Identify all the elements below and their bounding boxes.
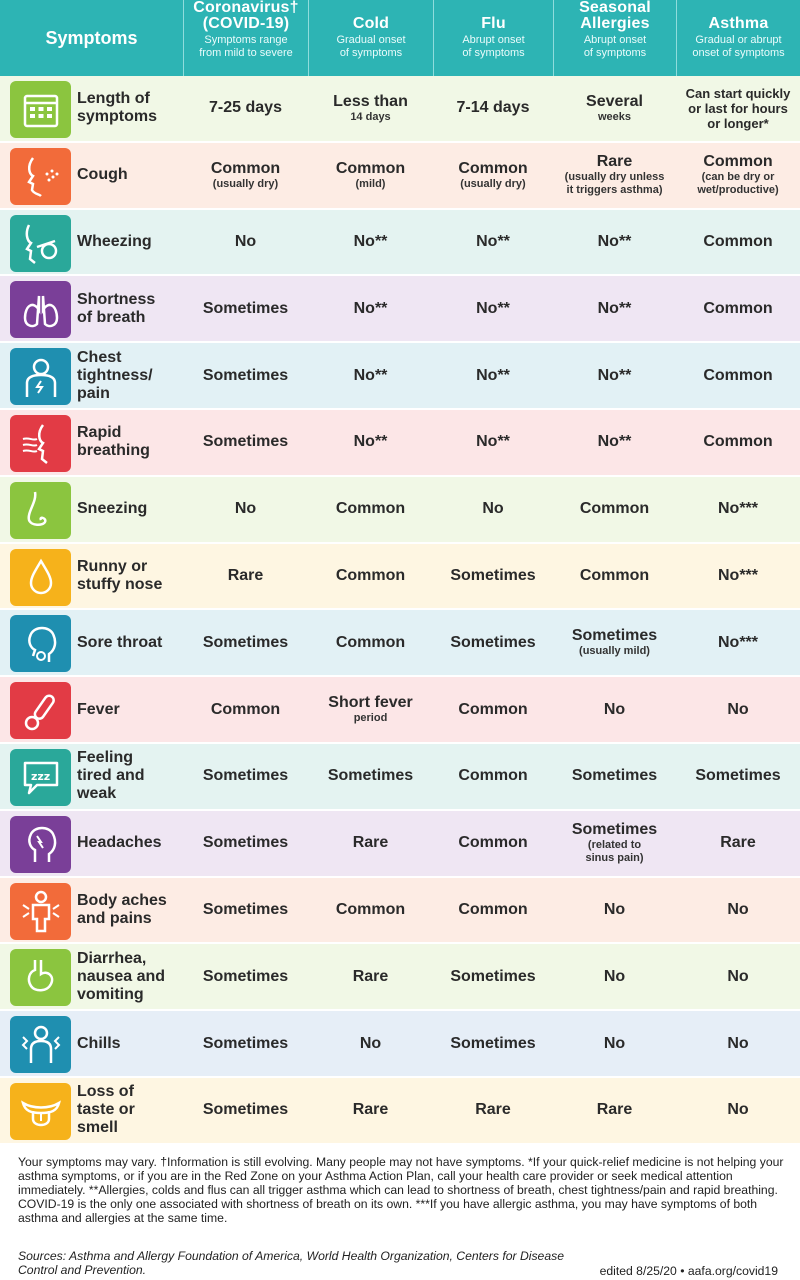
table-cell <box>433 276 553 341</box>
table-row <box>0 1078 800 1145</box>
table-cell <box>676 677 800 742</box>
table-cell-line: Sometimes <box>571 627 658 645</box>
table-cell-line: Rare <box>352 1101 389 1119</box>
table-row <box>0 143 800 210</box>
symptom-label-line: Diarrhea, <box>77 949 147 967</box>
header-allergies-sub2: of symptoms <box>583 47 647 59</box>
symptom-label-line: and pains <box>77 909 152 927</box>
table-cell-line: Common <box>335 566 406 584</box>
symptom-label-line: Fever <box>77 700 120 718</box>
table-cell <box>433 477 553 542</box>
symptom-label-line: vomiting <box>77 985 144 1003</box>
symptom-label <box>77 410 183 475</box>
symptom-label <box>77 811 183 876</box>
table-cell <box>183 944 308 1009</box>
table-row <box>0 410 800 477</box>
table-row <box>0 276 800 343</box>
symptom-label-line: weak <box>77 785 117 803</box>
table-cell-line: Common <box>703 366 773 384</box>
symptom-label-line: Wheezing <box>77 232 152 250</box>
table-cell-line: (usually mild) <box>579 645 650 658</box>
lungs-icon <box>10 281 71 338</box>
droplet-icon <box>10 549 71 606</box>
symptom-label-line: Sneezing <box>77 500 148 518</box>
symptom-label <box>77 677 183 742</box>
symptom-label-line: Rapid <box>77 424 122 442</box>
table-cell <box>308 410 433 475</box>
table-row <box>0 76 800 143</box>
symptom-label-line: stuffy nose <box>77 575 163 593</box>
table-cell-line: Can start quickly <box>685 85 791 101</box>
table-cell-line: Sometimes <box>202 299 289 317</box>
table-cell-line: Common <box>335 900 406 918</box>
table-cell <box>183 610 308 675</box>
symptom-label-line: tightness/ <box>77 366 153 384</box>
header-symptoms-label: Symptoms <box>45 27 138 48</box>
table-cell-line: or longer* <box>707 115 769 131</box>
symptom-label-line: Sore throat <box>77 633 163 651</box>
header-asthma-sub1: Gradual or abrupt <box>695 34 782 46</box>
table-cell <box>676 143 800 208</box>
table-cell <box>676 1078 800 1143</box>
table-cell <box>553 677 676 742</box>
table-cell <box>183 477 308 542</box>
table-cell-line: No <box>727 1034 749 1052</box>
table-cell <box>553 343 676 408</box>
symptom-label <box>77 744 183 809</box>
chills-icon <box>10 1016 71 1073</box>
table-cell <box>433 343 553 408</box>
header-cold-title: Cold <box>352 15 390 32</box>
symptom-label <box>77 610 183 675</box>
table-cell <box>676 276 800 341</box>
rapid-breathing-icon <box>10 415 71 472</box>
table-cell <box>433 811 553 876</box>
table-cell <box>676 610 800 675</box>
header-allergies-title2: Allergies <box>580 15 650 32</box>
table-cell <box>676 544 800 609</box>
table-cell <box>308 343 433 408</box>
table-cell <box>676 410 800 475</box>
table-row <box>0 677 800 744</box>
symptom-label-line: of breath <box>77 308 146 326</box>
table-cell-line: No <box>603 900 626 918</box>
symptom-label <box>77 76 183 141</box>
table-cell-line: No** <box>476 433 510 451</box>
table-cell-line: Common <box>335 500 406 518</box>
table-row <box>0 878 800 945</box>
table-cell <box>553 1078 676 1143</box>
table-cell-line: Sometimes <box>202 1034 289 1052</box>
table-cell <box>183 744 308 809</box>
table-cell-line: Rare <box>475 1101 511 1119</box>
table-cell-line: No <box>727 900 749 918</box>
table-cell-line: (can be dry or <box>701 171 775 184</box>
table-cell <box>676 210 800 275</box>
table-cell <box>433 410 553 475</box>
table-cell-line: Sometimes <box>202 767 289 785</box>
table-cell-line: No <box>603 967 626 985</box>
chest-pain-icon <box>10 348 71 405</box>
table-cell <box>183 276 308 341</box>
table-row <box>0 477 800 544</box>
header-covid-sub2: from mild to severe <box>199 47 293 59</box>
tongue-icon <box>10 1083 71 1140</box>
table-cell-line: Sometimes <box>202 366 289 384</box>
table-cell-line: Common <box>579 566 650 584</box>
table-cell-line: Sometimes <box>202 633 289 651</box>
table-cell-line: No** <box>476 232 510 250</box>
table-row <box>0 811 800 878</box>
table-cell-line: Sometimes <box>202 433 289 451</box>
symptom-label <box>77 944 183 1009</box>
footnote: Your symptoms may vary. †Information is still evolving. Many people may not have symptoms. *If your quick-relief medicine is not helping your asthma symptoms, or if you are in the Red Zone on your Asthma Action Plan, call your health care provider or seek medical attention immediately. **Allergies, colds and flus can all trigger asthma which can lead to shortness of breath, chest tightness/pain and rapid breathing. COVID-19 is the only one associated with shortness of breath on its own. ***If you have allergic asthma, you may have symptoms of both asthma and allergies at the same time. <box>18 1155 784 1225</box>
table-cell-line: No <box>727 1101 749 1119</box>
table-cell <box>553 744 676 809</box>
table-cell-line: No** <box>476 366 510 384</box>
table-cell-line: No <box>234 500 257 518</box>
symptom-label-line: smell <box>77 1119 118 1137</box>
table-cell-line: Common <box>210 159 281 177</box>
header-cold-sub2: of symptoms <box>339 47 403 59</box>
table-cell-line: No <box>482 500 504 518</box>
table-cell-line: Short fever <box>328 694 413 712</box>
table-cell <box>183 410 308 475</box>
table-cell-line: No** <box>597 366 632 384</box>
symptom-label-line: Chills <box>77 1034 121 1052</box>
table-cell-line: 7-25 days <box>209 99 282 117</box>
table-cell-line: Rare <box>352 967 389 985</box>
header-covid <box>183 0 308 76</box>
table-cell-line: Less than <box>333 92 408 110</box>
table-cell-line: it triggers asthma) <box>566 184 663 197</box>
table-cell-line: Sometimes <box>450 566 536 584</box>
table-cell-line: Common <box>458 159 528 177</box>
table-cell-line: period <box>353 712 388 725</box>
table-cell-line: Common <box>335 633 406 651</box>
edited-note: edited 8/25/20 • aafa.org/covid19 <box>599 1264 778 1278</box>
body-aches-icon <box>10 883 71 940</box>
table-cell-line: Several <box>586 92 643 110</box>
table-cell <box>433 744 553 809</box>
table-cell-line: Common <box>458 767 528 785</box>
symptom-label <box>77 1078 183 1143</box>
table-cell <box>308 1011 433 1076</box>
header-asthma-title: Asthma <box>708 15 769 32</box>
table-cell <box>308 944 433 1009</box>
table-cell <box>553 610 676 675</box>
symptom-label <box>77 210 183 275</box>
table-cell <box>433 878 553 943</box>
table-cell <box>183 1011 308 1076</box>
symptom-table <box>0 76 800 1145</box>
symptom-label-line: Loss of <box>77 1083 134 1101</box>
table-cell-line: 14 days <box>350 110 391 123</box>
table-cell <box>183 544 308 609</box>
table-cell <box>676 1011 800 1076</box>
table-cell <box>433 1011 553 1076</box>
calendar-icon <box>10 81 71 138</box>
symptom-label-line: pain <box>77 384 110 402</box>
header-cold <box>308 0 433 76</box>
table-cell <box>676 944 800 1009</box>
table-cell <box>433 1078 553 1143</box>
symptom-label-line: Headaches <box>77 834 162 852</box>
table-cell-line: (usually dry) <box>212 177 279 190</box>
table-cell-line: Common <box>335 159 406 177</box>
table-cell-line: or last for hours <box>688 100 788 116</box>
table-cell-line: Sometimes <box>327 767 414 785</box>
table-cell-line: No*** <box>717 633 758 651</box>
table-cell-line: No** <box>353 299 388 317</box>
table-row <box>0 1011 800 1078</box>
table-cell <box>553 276 676 341</box>
table-cell <box>553 143 676 208</box>
wheezing-icon <box>10 215 71 272</box>
table-header <box>0 0 800 76</box>
header-allergies-sub1: Abrupt onset <box>583 34 647 46</box>
table-cell <box>676 744 800 809</box>
table-cell <box>433 544 553 609</box>
table-cell-line: Sometimes <box>202 967 289 985</box>
table-cell-line: No <box>234 232 257 250</box>
table-cell <box>308 544 433 609</box>
table-row <box>0 343 800 410</box>
table-cell-line: Common <box>579 500 650 518</box>
symptom-label <box>77 143 183 208</box>
table-cell-line: Common <box>458 834 528 852</box>
header-asthma <box>676 0 800 76</box>
table-cell <box>553 811 676 876</box>
table-cell <box>676 343 800 408</box>
symptom-label-line: taste or <box>77 1101 135 1119</box>
table-cell <box>308 477 433 542</box>
table-cell-line: Sometimes <box>202 900 289 918</box>
table-cell <box>308 677 433 742</box>
stomach-icon <box>10 949 71 1006</box>
table-cell <box>433 944 553 1009</box>
table-cell-line: Common <box>458 700 528 718</box>
table-cell <box>308 1078 433 1143</box>
table-row <box>0 944 800 1011</box>
table-cell <box>183 878 308 943</box>
header-allergies-title: Seasonal <box>579 0 651 16</box>
table-cell <box>308 76 433 141</box>
table-cell <box>183 677 308 742</box>
cough-icon <box>10 148 71 205</box>
table-cell <box>183 1078 308 1143</box>
header-flu <box>433 0 553 76</box>
table-cell <box>676 477 800 542</box>
table-cell <box>433 143 553 208</box>
table-cell-line: Sometimes <box>202 834 289 852</box>
table-cell-line: Rare <box>720 834 756 852</box>
table-cell-line: No*** <box>717 566 758 584</box>
table-cell-line: No** <box>353 433 388 451</box>
table-cell <box>553 1011 676 1076</box>
table-cell-line: No <box>603 700 626 718</box>
symptom-label <box>77 1011 183 1076</box>
table-cell <box>308 143 433 208</box>
symptom-label-line: Feeling <box>77 749 134 767</box>
table-cell-line: Sometimes <box>571 821 658 839</box>
sources: Sources: Asthma and Allergy Foundation of America, World Health Organization, Centers for Disease Control and Prevention. <box>18 1249 564 1277</box>
table-row <box>0 610 800 677</box>
symptom-label-line: Length of <box>77 90 150 108</box>
symptom-label-line: Shortness <box>77 290 156 308</box>
symptom-label-line: Cough <box>77 166 128 184</box>
header-cold-sub1: Gradual onset <box>336 34 406 46</box>
table-cell <box>553 477 676 542</box>
table-cell-line: No*** <box>717 500 758 518</box>
table-cell <box>308 276 433 341</box>
table-cell-line: No <box>603 1034 626 1052</box>
table-cell-line: (usually dry unless <box>564 171 665 184</box>
table-cell-line: Sometimes <box>202 1101 289 1119</box>
table-cell <box>433 677 553 742</box>
symptom-label-line: nausea and <box>77 967 166 985</box>
table-cell <box>433 76 553 141</box>
table-cell <box>676 878 800 943</box>
table-cell <box>308 744 433 809</box>
table-cell-line: Common <box>703 299 773 317</box>
table-cell <box>553 410 676 475</box>
header-covid-title: Coronavirus† <box>193 0 299 16</box>
table-cell <box>553 944 676 1009</box>
symptom-label-line: Body aches <box>77 891 167 909</box>
table-cell-line: (mild) <box>355 177 386 190</box>
symptom-label <box>77 343 183 408</box>
table-cell-line: weeks <box>597 110 632 123</box>
table-cell-line: (related to <box>587 839 642 852</box>
table-cell-line: No** <box>476 299 510 317</box>
table-row <box>0 744 800 811</box>
table-cell <box>183 343 308 408</box>
table-cell <box>553 76 676 141</box>
table-cell <box>308 610 433 675</box>
header-flu-title: Flu <box>481 15 506 32</box>
table-cell-line: Rare <box>227 566 264 584</box>
table-cell-line: 7-14 days <box>456 99 530 117</box>
table-cell-line: sinus pain) <box>585 852 644 865</box>
table-cell <box>553 544 676 609</box>
table-cell-line: (usually dry) <box>460 177 526 190</box>
table-cell <box>676 811 800 876</box>
table-cell-line: No** <box>597 232 632 250</box>
table-cell-line: Sometimes <box>450 967 536 985</box>
table-cell <box>553 210 676 275</box>
table-cell <box>676 76 800 141</box>
table-cell-line: No <box>359 1034 382 1052</box>
table-cell-line: Common <box>703 232 773 250</box>
svg-text:zzz: zzz <box>30 770 50 784</box>
table-cell-line: No <box>727 700 749 718</box>
symptom-label-line: Chest <box>77 348 122 366</box>
table-cell-line: Common <box>210 700 281 718</box>
table-row <box>0 544 800 611</box>
nose-icon <box>10 482 71 539</box>
table-cell-line: No <box>727 967 749 985</box>
header-symptoms <box>0 0 183 76</box>
thermometer-icon <box>10 682 71 739</box>
table-cell-line: Sometimes <box>571 767 658 785</box>
symptom-label-line: tired and <box>77 767 145 785</box>
table-cell <box>308 811 433 876</box>
table-cell-line: Sometimes <box>450 1034 536 1052</box>
header-covid-sub1: Symptoms range <box>204 34 288 46</box>
header-allergies <box>553 0 676 76</box>
table-cell-line: Common <box>458 900 528 918</box>
symptom-label <box>77 878 183 943</box>
table-cell <box>183 143 308 208</box>
table-cell-line: Rare <box>596 153 633 171</box>
table-cell <box>553 878 676 943</box>
symptom-label-line: breathing <box>77 442 150 460</box>
header-covid-title2: (COVID-19) <box>202 15 290 32</box>
table-cell-line: Sometimes <box>695 767 781 785</box>
table-cell <box>308 878 433 943</box>
symptom-label-line: Runny or <box>77 557 148 575</box>
header-flu-sub1: Abrupt onset <box>462 34 525 46</box>
symptom-label <box>77 544 183 609</box>
table-cell-line: No** <box>597 433 632 451</box>
table-cell-line: No** <box>353 366 388 384</box>
table-cell <box>183 811 308 876</box>
sore-throat-icon <box>10 615 71 672</box>
table-cell <box>183 76 308 141</box>
table-cell-line: No** <box>353 232 388 250</box>
table-cell-line: Rare <box>596 1101 633 1119</box>
table-cell <box>308 210 433 275</box>
symptom-label-line: symptoms <box>77 108 158 126</box>
table-cell-line: No** <box>597 299 632 317</box>
table-cell <box>183 210 308 275</box>
header-flu-sub2: of symptoms <box>462 47 525 59</box>
headache-icon <box>10 816 71 873</box>
table-cell-line: Sometimes <box>450 633 536 651</box>
table-cell-line: Common <box>703 433 773 451</box>
table-cell-line: Common <box>703 153 773 171</box>
symptom-label <box>77 276 183 341</box>
table-row <box>0 210 800 277</box>
header-asthma-sub2: onset of symptoms <box>692 47 785 59</box>
tired-icon <box>10 749 71 806</box>
symptom-label <box>77 477 183 542</box>
table-cell <box>433 210 553 275</box>
table-cell-line: Rare <box>352 834 389 852</box>
table-cell-line: wet/productive) <box>697 184 779 197</box>
table-cell <box>433 610 553 675</box>
